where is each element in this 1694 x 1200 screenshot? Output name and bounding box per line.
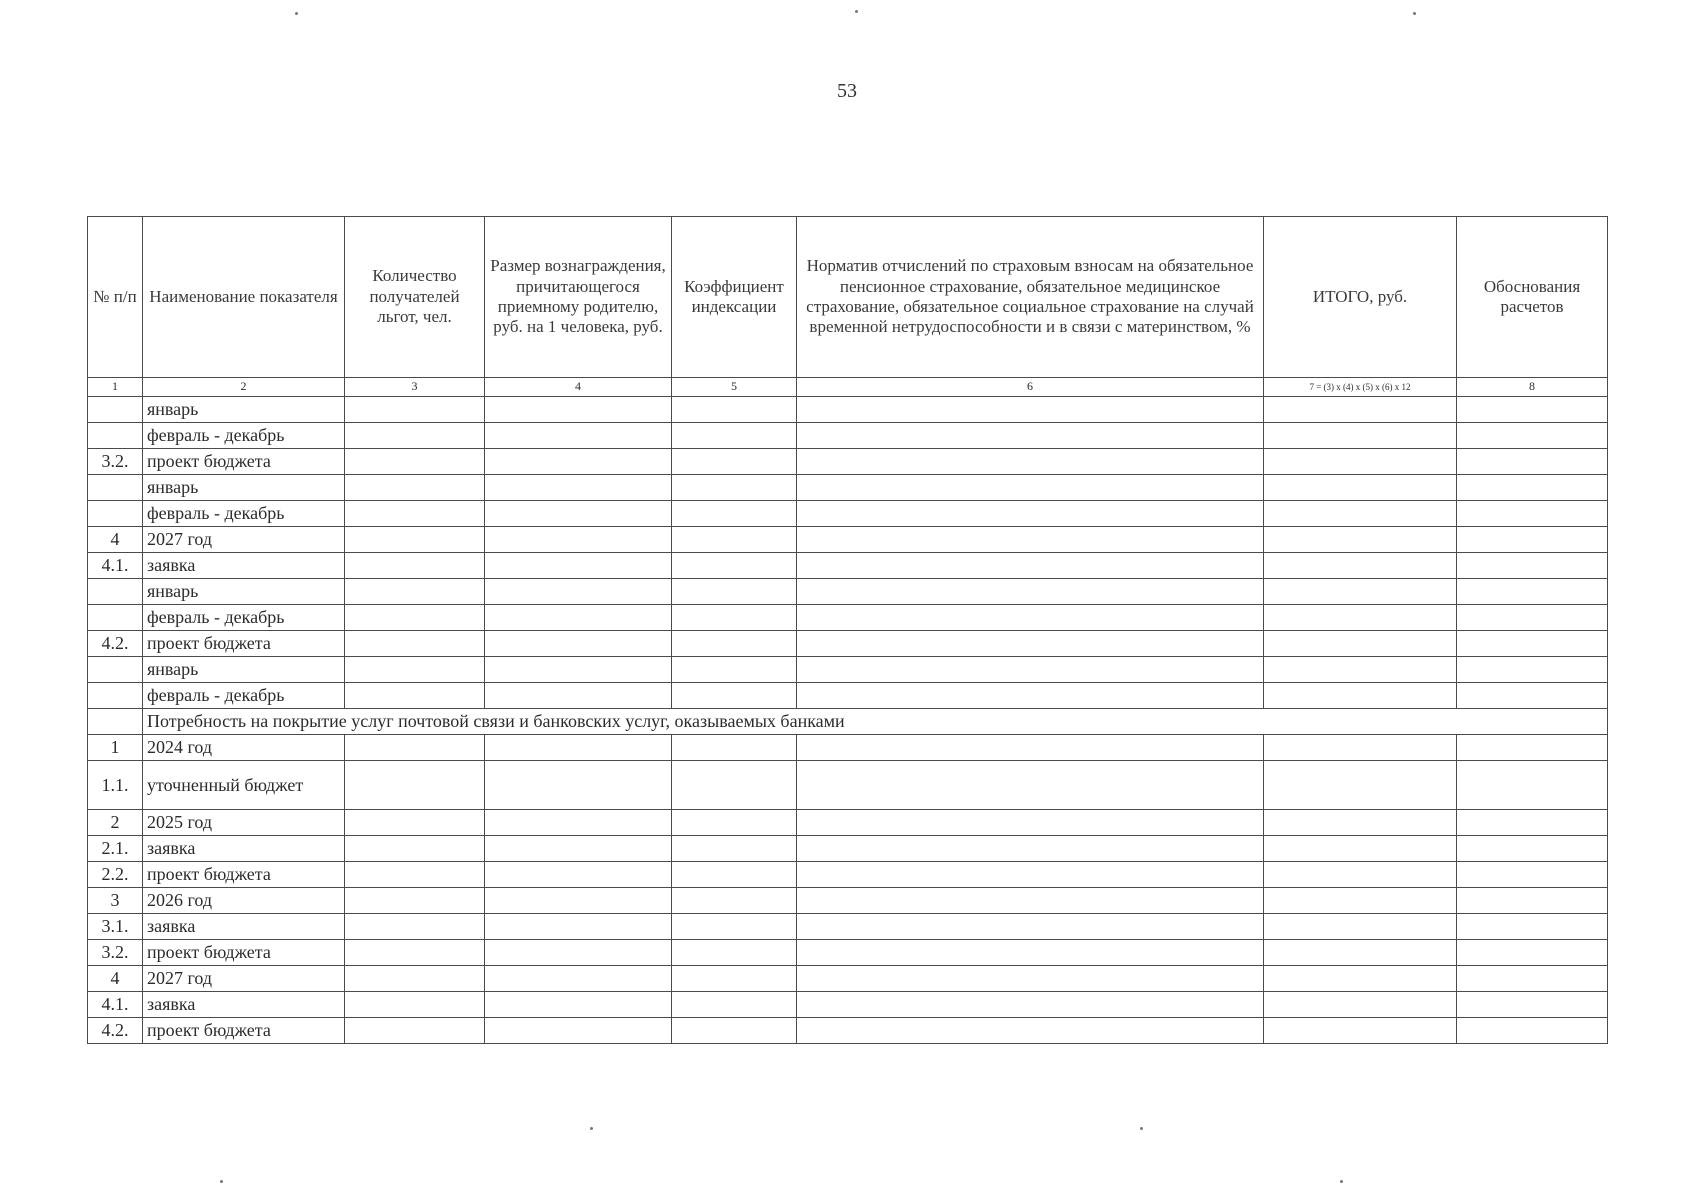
cell xyxy=(672,914,797,940)
cell xyxy=(345,1018,485,1044)
page-number: 53 xyxy=(837,80,857,102)
row-name: февраль - декабрь xyxy=(143,683,345,709)
cell xyxy=(1457,761,1608,810)
row-number: 4.2. xyxy=(88,631,143,657)
column-number: 4 xyxy=(485,378,672,397)
cell xyxy=(485,475,672,501)
row-name: проект бюджета xyxy=(143,449,345,475)
row-number xyxy=(88,501,143,527)
cell xyxy=(1457,501,1608,527)
cell xyxy=(345,631,485,657)
table-row xyxy=(88,836,1608,862)
row-number: 3 xyxy=(88,888,143,914)
cell xyxy=(345,761,485,810)
cell xyxy=(1264,423,1457,449)
cell xyxy=(1264,397,1457,423)
col-header-total: ИТОГО, руб. xyxy=(1264,217,1457,378)
col-header-number: № п/п xyxy=(88,217,143,378)
col-header-insurance-rate: Норматив отчислений по страховым взносам на обязательное пенсионное страхование, обязательное медицинское страхование, обязательное социальное страхование на случай временной нетрудоспособности и в связи с материнством, % xyxy=(797,217,1264,378)
cell xyxy=(672,553,797,579)
table-row xyxy=(88,397,1608,423)
table-row xyxy=(88,966,1608,992)
table-row xyxy=(88,501,1608,527)
table-row xyxy=(88,940,1608,966)
cell xyxy=(345,501,485,527)
cell xyxy=(797,940,1264,966)
cell xyxy=(797,553,1264,579)
cell xyxy=(485,397,672,423)
cell xyxy=(1264,761,1457,810)
table-row xyxy=(88,914,1608,940)
cell xyxy=(345,862,485,888)
table-row xyxy=(88,683,1608,709)
cell xyxy=(345,397,485,423)
section-header-row xyxy=(88,709,1608,735)
cell xyxy=(1457,1018,1608,1044)
cell xyxy=(485,836,672,862)
cell xyxy=(1457,553,1608,579)
scan-speck xyxy=(1140,1127,1143,1130)
table-row xyxy=(88,888,1608,914)
cell xyxy=(1457,527,1608,553)
table-row xyxy=(88,657,1608,683)
cell xyxy=(672,810,797,836)
cell xyxy=(485,1018,672,1044)
cell xyxy=(345,605,485,631)
row-name: проект бюджета xyxy=(143,631,345,657)
row-number xyxy=(88,579,143,605)
cell xyxy=(1264,657,1457,683)
table-row xyxy=(88,761,1608,810)
cell xyxy=(345,914,485,940)
cell xyxy=(345,735,485,761)
table-row xyxy=(88,527,1608,553)
section-title: Потребность на покрытие услуг почтовой связи и банковских услуг, оказываемых банками xyxy=(143,709,1608,735)
cell xyxy=(1457,631,1608,657)
col-header-justification: Обоснования расчетов xyxy=(1457,217,1608,378)
cell xyxy=(797,862,1264,888)
cell xyxy=(797,501,1264,527)
cell xyxy=(1457,475,1608,501)
row-name: февраль - декабрь xyxy=(143,501,345,527)
row-number: 4.1. xyxy=(88,553,143,579)
cell xyxy=(672,475,797,501)
cell xyxy=(797,449,1264,475)
cell xyxy=(672,940,797,966)
cell xyxy=(672,527,797,553)
row-number: 4 xyxy=(88,966,143,992)
row-name: 2027 год xyxy=(143,527,345,553)
scan-speck xyxy=(1340,1180,1343,1183)
cell xyxy=(485,631,672,657)
cell xyxy=(672,836,797,862)
cell xyxy=(1264,1018,1457,1044)
scan-speck xyxy=(590,1127,593,1130)
cell xyxy=(672,631,797,657)
row-name: январь xyxy=(143,475,345,501)
cell xyxy=(1457,683,1608,709)
col-header-recipients-count: Количество получателей льгот, чел. xyxy=(345,217,485,378)
cell xyxy=(485,966,672,992)
cell xyxy=(672,1018,797,1044)
cell xyxy=(1457,940,1608,966)
cell xyxy=(797,761,1264,810)
column-number: 7 = (3) x (4) x (5) x (6) x 12 xyxy=(1264,378,1457,397)
cell xyxy=(485,888,672,914)
table-header-row xyxy=(88,217,1608,378)
cell xyxy=(1457,992,1608,1018)
cell xyxy=(797,810,1264,836)
cell xyxy=(1457,449,1608,475)
table-row xyxy=(88,553,1608,579)
cell xyxy=(485,810,672,836)
row-name: 2027 год xyxy=(143,966,345,992)
cell xyxy=(797,1018,1264,1044)
row-number: 4.1. xyxy=(88,992,143,1018)
cell xyxy=(797,914,1264,940)
cell xyxy=(797,888,1264,914)
cell xyxy=(88,709,143,735)
cell xyxy=(1457,579,1608,605)
cell xyxy=(1457,810,1608,836)
row-name: 2026 год xyxy=(143,888,345,914)
row-number: 1 xyxy=(88,735,143,761)
col-header-indicator-name: Наименование показателя xyxy=(143,217,345,378)
cell xyxy=(672,862,797,888)
cell xyxy=(485,501,672,527)
row-number xyxy=(88,475,143,501)
cell xyxy=(345,966,485,992)
row-number xyxy=(88,423,143,449)
row-name: заявка xyxy=(143,992,345,1018)
scan-speck xyxy=(220,1180,223,1183)
row-name: 2024 год xyxy=(143,735,345,761)
cell xyxy=(485,527,672,553)
cell xyxy=(485,553,672,579)
cell xyxy=(672,888,797,914)
row-name: февраль - декабрь xyxy=(143,605,345,631)
table-row xyxy=(88,735,1608,761)
cell xyxy=(672,657,797,683)
table-row xyxy=(88,631,1608,657)
cell xyxy=(797,735,1264,761)
row-name: проект бюджета xyxy=(143,940,345,966)
scan-speck xyxy=(855,10,858,13)
column-number: 2 xyxy=(143,378,345,397)
row-number: 3.1. xyxy=(88,914,143,940)
cell xyxy=(485,761,672,810)
cell xyxy=(1264,527,1457,553)
cell xyxy=(672,992,797,1018)
row-name: проект бюджета xyxy=(143,862,345,888)
cell xyxy=(1457,397,1608,423)
cell xyxy=(345,992,485,1018)
cell xyxy=(345,888,485,914)
cell xyxy=(485,449,672,475)
cell xyxy=(672,735,797,761)
row-name: уточненный бюджет xyxy=(143,761,345,810)
table-row xyxy=(88,810,1608,836)
cell xyxy=(1264,683,1457,709)
cell xyxy=(797,527,1264,553)
row-number: 2.1. xyxy=(88,836,143,862)
cell xyxy=(797,579,1264,605)
cell xyxy=(1264,914,1457,940)
cell xyxy=(672,501,797,527)
table-row xyxy=(88,1018,1608,1044)
cell xyxy=(345,836,485,862)
cell xyxy=(797,657,1264,683)
table-row xyxy=(88,579,1608,605)
row-number: 3.2. xyxy=(88,940,143,966)
cell xyxy=(1457,888,1608,914)
cell xyxy=(1264,501,1457,527)
cell xyxy=(345,683,485,709)
cell xyxy=(485,862,672,888)
row-name: январь xyxy=(143,579,345,605)
cell xyxy=(1264,966,1457,992)
table-row xyxy=(88,992,1608,1018)
table-row xyxy=(88,449,1608,475)
cell xyxy=(485,605,672,631)
cell xyxy=(485,579,672,605)
cell xyxy=(1457,605,1608,631)
row-name: январь xyxy=(143,657,345,683)
cell xyxy=(672,397,797,423)
row-number: 1.1. xyxy=(88,761,143,810)
row-number xyxy=(88,397,143,423)
cell xyxy=(1264,735,1457,761)
cell xyxy=(485,940,672,966)
row-number xyxy=(88,683,143,709)
column-number: 3 xyxy=(345,378,485,397)
cell xyxy=(485,423,672,449)
cell xyxy=(797,605,1264,631)
col-header-remuneration: Размер вознаграждения, причитающегося приемному родителю, руб. на 1 человека, руб. xyxy=(485,217,672,378)
cell xyxy=(1264,579,1457,605)
cell xyxy=(345,449,485,475)
row-name: январь xyxy=(143,397,345,423)
col-header-indexation-coefficient: Коэффициент индексации xyxy=(672,217,797,378)
column-number: 8 xyxy=(1457,378,1608,397)
table-row xyxy=(88,605,1608,631)
table-row xyxy=(88,475,1608,501)
cell xyxy=(672,683,797,709)
row-number: 2 xyxy=(88,810,143,836)
row-number: 4.2. xyxy=(88,1018,143,1044)
cell xyxy=(797,966,1264,992)
cell xyxy=(345,475,485,501)
cell xyxy=(485,657,672,683)
row-number: 2.2. xyxy=(88,862,143,888)
cell xyxy=(672,449,797,475)
cell xyxy=(485,992,672,1018)
row-name: февраль - декабрь xyxy=(143,423,345,449)
cell xyxy=(345,657,485,683)
column-number: 6 xyxy=(797,378,1264,397)
row-number: 3.2. xyxy=(88,449,143,475)
cell xyxy=(1264,810,1457,836)
cell xyxy=(1264,449,1457,475)
cell xyxy=(672,579,797,605)
cell xyxy=(1264,862,1457,888)
cell xyxy=(345,810,485,836)
cell xyxy=(797,683,1264,709)
cell xyxy=(345,423,485,449)
cell xyxy=(672,966,797,992)
cell xyxy=(485,735,672,761)
scan-speck xyxy=(1413,12,1416,15)
cell xyxy=(485,683,672,709)
row-name: заявка xyxy=(143,914,345,940)
cell xyxy=(1264,836,1457,862)
cell xyxy=(797,992,1264,1018)
cell xyxy=(345,579,485,605)
cell xyxy=(1457,914,1608,940)
cell xyxy=(797,631,1264,657)
cell xyxy=(1457,966,1608,992)
cell xyxy=(797,836,1264,862)
cell xyxy=(672,423,797,449)
column-number: 5 xyxy=(672,378,797,397)
cell xyxy=(1457,657,1608,683)
cell xyxy=(797,423,1264,449)
cell xyxy=(1264,992,1457,1018)
row-name: 2025 год xyxy=(143,810,345,836)
row-name: заявка xyxy=(143,836,345,862)
cell xyxy=(345,940,485,966)
cell xyxy=(1264,553,1457,579)
indicators-table xyxy=(87,216,1608,1044)
row-number xyxy=(88,605,143,631)
cell xyxy=(345,527,485,553)
cell xyxy=(1457,423,1608,449)
cell xyxy=(1457,862,1608,888)
row-name: проект бюджета xyxy=(143,1018,345,1044)
table-row xyxy=(88,423,1608,449)
cell xyxy=(797,397,1264,423)
column-number-row xyxy=(88,378,1608,397)
cell xyxy=(1457,836,1608,862)
cell xyxy=(485,914,672,940)
cell xyxy=(1264,605,1457,631)
cell xyxy=(797,475,1264,501)
cell xyxy=(672,761,797,810)
row-number xyxy=(88,657,143,683)
cell xyxy=(672,605,797,631)
scan-speck xyxy=(295,12,298,15)
table-row xyxy=(88,862,1608,888)
row-name: заявка xyxy=(143,553,345,579)
cell xyxy=(1264,631,1457,657)
cell xyxy=(1264,888,1457,914)
cell xyxy=(1457,735,1608,761)
cell xyxy=(1264,475,1457,501)
column-number: 1 xyxy=(88,378,143,397)
cell xyxy=(345,553,485,579)
cell xyxy=(1264,940,1457,966)
row-number: 4 xyxy=(88,527,143,553)
